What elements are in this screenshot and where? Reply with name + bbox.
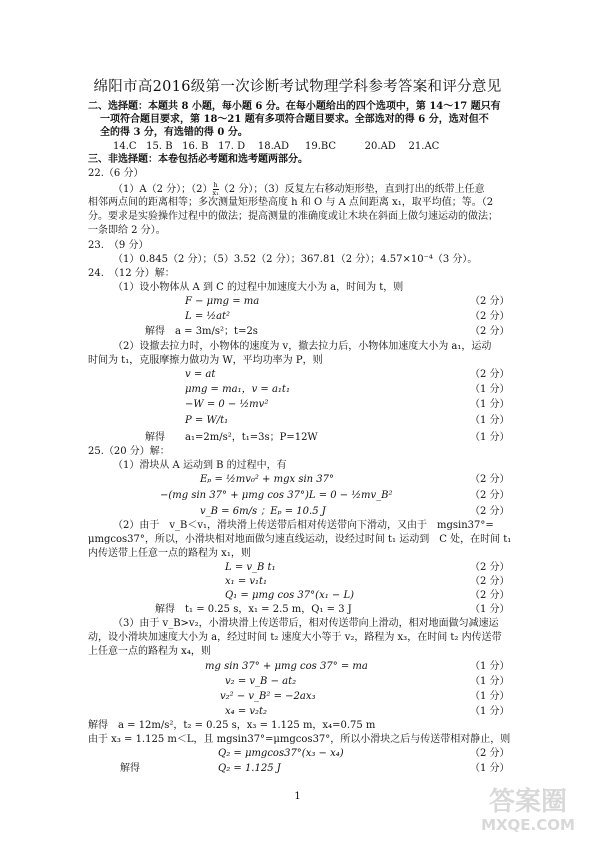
q24-solution-2: 解得 a₁=2m/s²，t₁=3s；P=12W	[145, 432, 318, 443]
score: （1 分）	[470, 604, 510, 615]
q24-eq-2: L = ½at²	[185, 311, 231, 322]
q25-heading: 25.（20 分）解：	[88, 446, 170, 457]
answer-20: 20.AD	[364, 141, 396, 152]
q24-eq-1: F − μmg = ma	[185, 296, 260, 307]
score: （2 分）	[470, 296, 510, 307]
q25-line-7: 上任意一点的路程为 x₄，则	[88, 646, 211, 657]
q22-line-1a: （1）A（2 分）；（2）	[113, 184, 213, 195]
q23-line-1: （1）0.845（2 分）；（5）3.52（2 分）；367.81（2 分）；4.57×10⁻⁴（3 分）。	[113, 254, 478, 265]
q25-eq-11: Q₂ = μmgcos37°(x₃ − x₄)	[218, 748, 344, 759]
q25-eq-7: mg sin 37° + μmg cos 37° = ma	[205, 661, 368, 672]
q24-heading: 24. （12 分）解：	[88, 268, 175, 279]
q25-eq-2: −(mg sin 37° + μmg cos 37°)L = 0 − ½mv_B²	[160, 490, 393, 501]
q25-line-2: （2）由于 v_B＜v₁，滑块滑上传送带后相对传送带向下滑动，又由于 mgsin37°=	[113, 520, 494, 531]
page-number: 1	[294, 791, 301, 802]
score: （2 分）	[470, 490, 510, 501]
answer-14: 14.C	[113, 141, 137, 152]
q25-eq-10: x₄ = v₂t₂	[225, 706, 268, 717]
answer-15: 15. B	[146, 141, 173, 152]
q24-eq-5: −W = 0 − ½mv²	[185, 399, 269, 410]
answer-key-row	[113, 141, 439, 154]
q25-line-8: 由于 x₃ = 1.125 m＜L，且 mgsin37°=μmgcos37°，所以小滑块之后与传送带相对静止，则	[88, 734, 511, 745]
q25-eq-8: v₂ = v_B − at₂	[225, 676, 297, 687]
score: （2 分）	[470, 506, 510, 517]
q24-line-1: （1）设小物体从 A 到 C 的过程中加速度大小为 a，时间为 t，则	[113, 282, 404, 293]
score: （1 分）	[470, 432, 510, 443]
answer-18: 18.AD	[257, 141, 290, 152]
watermark-bottom-text: MXQE.COM	[481, 816, 575, 834]
q22-heading: 22.（6 分）	[88, 168, 144, 179]
q24-line-2: （2）设撤去拉力时，小物体的速度为 v，撤去拉力后，小物体加速度大小为 a₁，运动	[113, 341, 492, 352]
score: （1 分）	[470, 763, 510, 774]
answer-17: 17. D	[218, 141, 246, 152]
score: （2 分）	[470, 326, 510, 337]
score: （1 分）	[470, 384, 510, 395]
score: （2 分）	[470, 474, 510, 485]
q22-fraction-bottom: x₁	[212, 189, 219, 197]
q25-eq-5: x₁ = v₁t₁	[225, 576, 268, 587]
q25-line-5: （3）由于 v_B>v₂，小滑块滑上传送带后，相对传送带向上滑动，相对地面做匀减速运	[113, 618, 499, 629]
score: （1 分）	[470, 399, 510, 410]
q25-eq-3: v_B = 6m/s ；Eₚ = 10.5 J	[200, 506, 326, 517]
q22-line-4: 一条即给 2 分）。	[88, 225, 166, 236]
watermark-top-text: 答案圈	[488, 787, 568, 817]
score: （1 分）	[470, 676, 510, 687]
q22-line-1b: （2 分）；（3）反复左右移动矩形垫，直到打出的纸带上任意	[218, 184, 485, 195]
watermark-logo	[468, 780, 588, 836]
score: （2 分）	[470, 562, 510, 573]
q25-line-1: （1）滑块从 A 运动到 B 的过程中，有	[113, 460, 287, 471]
q25-line-3: μmgcos37°，所以，小滑块相对地面做匀速直线运动，设经过时间 t₁ 运动到 C 处，在时间 t₁	[88, 534, 512, 545]
q24-eq-4: μmg = ma₁，v = a₁t₁	[185, 384, 290, 395]
q22-fraction-top: h	[213, 181, 218, 189]
score: （1 分）	[470, 415, 510, 426]
score: （2 分）	[470, 590, 510, 601]
q25-eq-1: Eₚ = ½mv₀² + mgx sin 37°	[200, 474, 334, 485]
score: （2 分）	[470, 369, 510, 380]
q25-solution-3: 解得	[120, 763, 140, 774]
q22-line-1	[113, 182, 485, 197]
q23-heading: 23. （9 分）	[88, 240, 149, 251]
score: （1 分）	[470, 691, 510, 702]
q24-solution: 解得 a = 3m/s²；t=2s	[145, 326, 258, 337]
section-2-text-3: 全的得 3 分，有选错的得 0 分。	[100, 127, 248, 138]
q25-eq-6: Q₁ = μmg cos 37°(x₁ − L)	[225, 590, 354, 601]
answer-16: 16. B	[182, 141, 209, 152]
answer-21: 21.AC	[408, 141, 440, 152]
score: （2 分）	[470, 576, 510, 587]
answer-19: 19.BC	[304, 141, 337, 152]
q22-line-3: 分。要求是实验操作过程中的做法；提高测量的准确度或让木块在斜面上做匀速运动的做法；	[88, 211, 498, 222]
q24-eq-3: v = at	[185, 369, 216, 380]
q25-eq-4: L = v_B t₁	[225, 562, 276, 573]
section-2-heading: 二、选择题：本题共 8 小题，每小题 6 分。在每小题给出的四个选项中，第 14～17 题只有	[88, 101, 501, 112]
q25-eq-12: Q₂ = 1.125 J	[218, 763, 281, 774]
score: （2 分）	[470, 748, 510, 759]
q25-solution-2: 解得 a = 12m/s²，t₂ = 0.25 s，x₃ = 1.125 m，x₄=0.75 m	[88, 720, 376, 731]
q24-eq-6: P = W/t₁	[185, 415, 229, 426]
q25-line-6: 动，设小滑块加速度大小为 a，经过时间 t₂ 速度大小等于 v₂，路程为 x₃，在时间 t₂ 内传送带	[88, 632, 502, 643]
score: （1 分）	[470, 661, 510, 672]
q25-eq-9: v₂² − v_B² = −2ax₃	[220, 691, 316, 702]
section-3-heading: 三、非选择题：本卷包括必考题和选考题两部分。	[88, 154, 308, 165]
q24-line-3: 时间为 t₁，克服摩擦力做功为 W，平均功率为 P，则	[88, 355, 323, 366]
watermark-icon	[468, 780, 588, 836]
score: （1 分）	[470, 706, 510, 717]
q25-solution: 解得 t₁ = 0.25 s，x₁ = 2.5 m，Q₁ = 3 J	[155, 604, 352, 615]
q25-line-4: 内传送带上任意一点的路程为 x₁，则	[88, 548, 251, 559]
q22-line-2: 相邻两点间的距离相等；多次测量矩形垫高度 h 和 O 与 A 点间距离 x₁，取平均值；等。（2	[88, 197, 494, 208]
document-title: 绵阳市高2016级第一次诊断考试物理学科参考答案和评分意见	[93, 79, 502, 95]
score: （2 分）	[470, 311, 510, 322]
section-2-text-2: 一项符合题目要求，第 18～21 题有多项符合题目要求。全部选对的得 6 分，选对但不	[100, 114, 489, 125]
